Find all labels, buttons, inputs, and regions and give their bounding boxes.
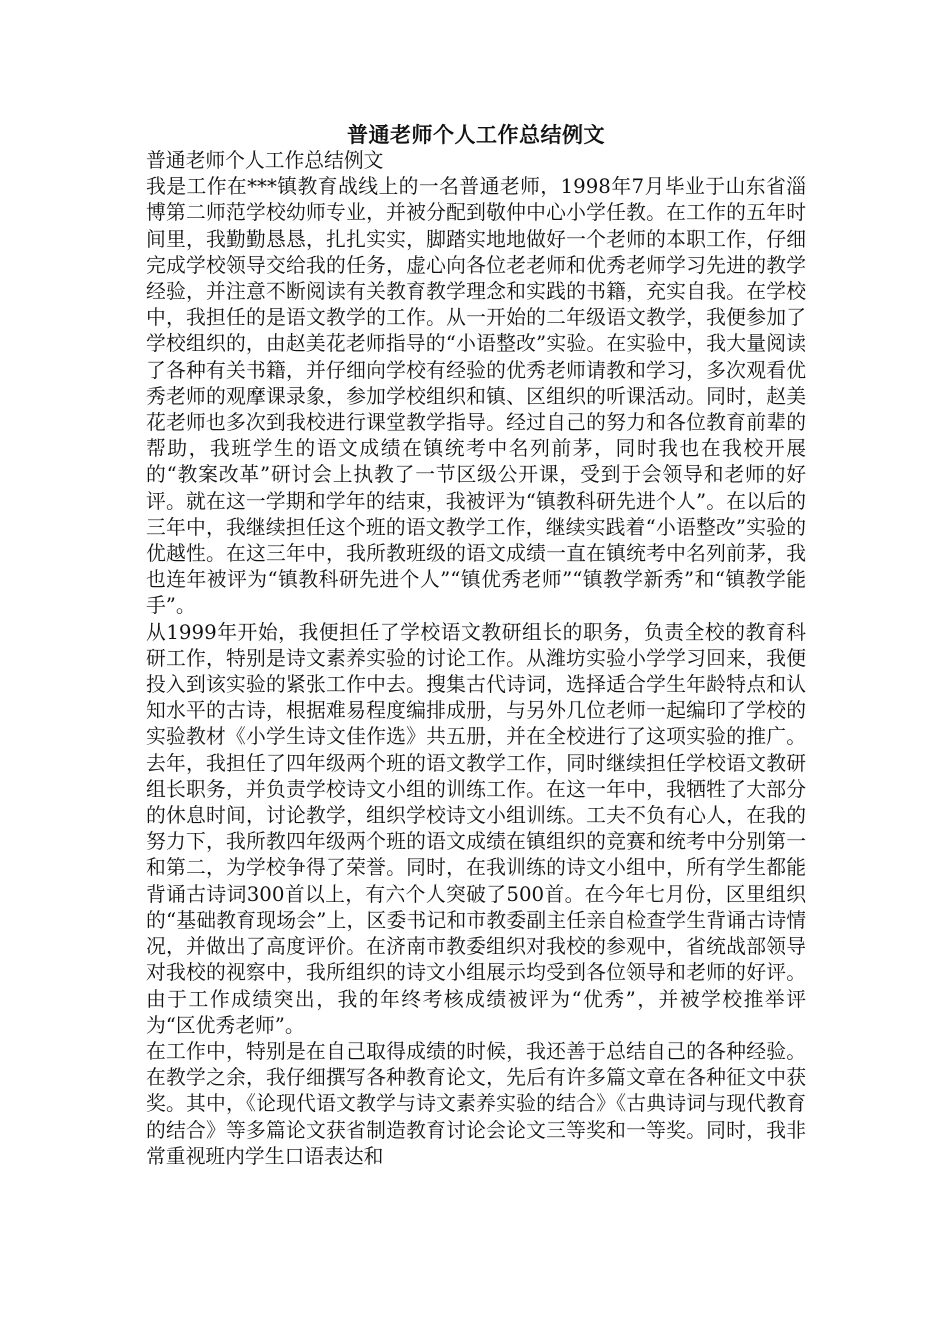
document-page (146, 120, 806, 1170)
document-title: 普通老师个人工作总结例文 (347, 122, 605, 147)
paragraph-subtitle: 普通老师个人工作总结例文 (146, 149, 384, 172)
paragraph-1: 我是工作在***镇教育战线上的一名普通老师，1998年7月毕业于山东省淄博第二师范学校幼师专业，并被分配到敬仲中心小学任教。在工作的五年时间里，我勤勤恳恳，扎扎实实，脚踏实地地做好一个老师的本职工作，仔细完成学校领导交给我的任务，虚心向各位老老师和优秀老师学习先进的教学经验，并注意不断阅读有关教育教学理念和实践的书籍，充实自我。在学校中，我担任的是语文教学的工作。从一开始的二年级语文教学，我便参加了学校组织的，由赵美花老师指导的“小语整改”实验。在实验中，我大量阅读了各种有关书籍，并仔细向学校有经验的优秀老师请教和学习，多次观看优秀老师的观摩课录象，参加学校组织和镇、区组织的听课活动。同时，赵美花老师也多次到我校进行课堂教学指导。经过自己的努力和各位教育前辈的帮助，我班学生的语文成绩在镇统考中名列前茅，同时我也在我校开展的“教案改革”研讨会上执教了一节区级公开课，受到于会领导和老师的好评。就在这一学期和学年的结束，我被评为“镇教科研先进个人”。在以后的三年中，我继续担任这个班的语文教学工作，继续实践着“小语整改”实验的优越性。在这三年中，我所教班级的语文成绩一直在镇统考中名列前茅，我也连年被评为“镇教科研先进个人”“镇优秀老师”“镇教学新秀”和“镇教学能手”。 (146, 175, 806, 618)
paragraph-2: 从1999年开始，我便担任了学校语文教研组长的职务，负责全校的教育科研工作，特别是诗文素养实验的讨论工作。从潍坊实验小学学习回来，我便投入到该实验的紧张工作中去。搜集古代诗词，选择适合学生年龄特点和认知水平的古诗，根据难易程度编排成册，与另外几位老师一起编印了学校的实验教材《小学生诗文佳作选》共五册，并在全校进行了这项实验的推广。去年，我担任了四年级两个班的语文教学工作，同时继续担任学校语文教研组长职务，并负责学校诗文小组的训练工作。在这一年中，我牺牲了大部分的休息时间，讨论教学，组织学校诗文小组训练。工夫不负有心人，在我的努力下，我所教四年级两个班的语文成绩在镇组织的竞赛和统考中分别第一和第二，为学校争得了荣誉。同时，在我训练的诗文小组中，所有学生都能背诵古诗词300首以上，有六个人突破了500首。在今年七月份，区里组织的“基础教育现场会”上，区委书记和市教委副主任亲自检查学生背诵古诗情况，并做出了高度评价。在济南市教委组织对我校的参观中，省统战部领导对我校的视察中，我所组织的诗文小组展示均受到各位领导和老师的好评。由于工作成绩突出，我的年终考核成绩被评为“优秀”，并被学校推举评为“区优秀老师”。 (146, 620, 806, 1037)
paragraph-3: 在工作中，特别是在自己取得成绩的时候，我还善于总结自己的各种经验。在教学之余，我仔细撰写各种教育论文，先后有许多篇文章在各种征文中获奖。其中，《论现代语文教学与诗文素养实验的结合》《古典诗词与现代教育的结合》等多篇论文获省制造教育讨论会论文三等奖和一等奖。同时，我非常重视班内学生口语表达和 (146, 1039, 806, 1168)
